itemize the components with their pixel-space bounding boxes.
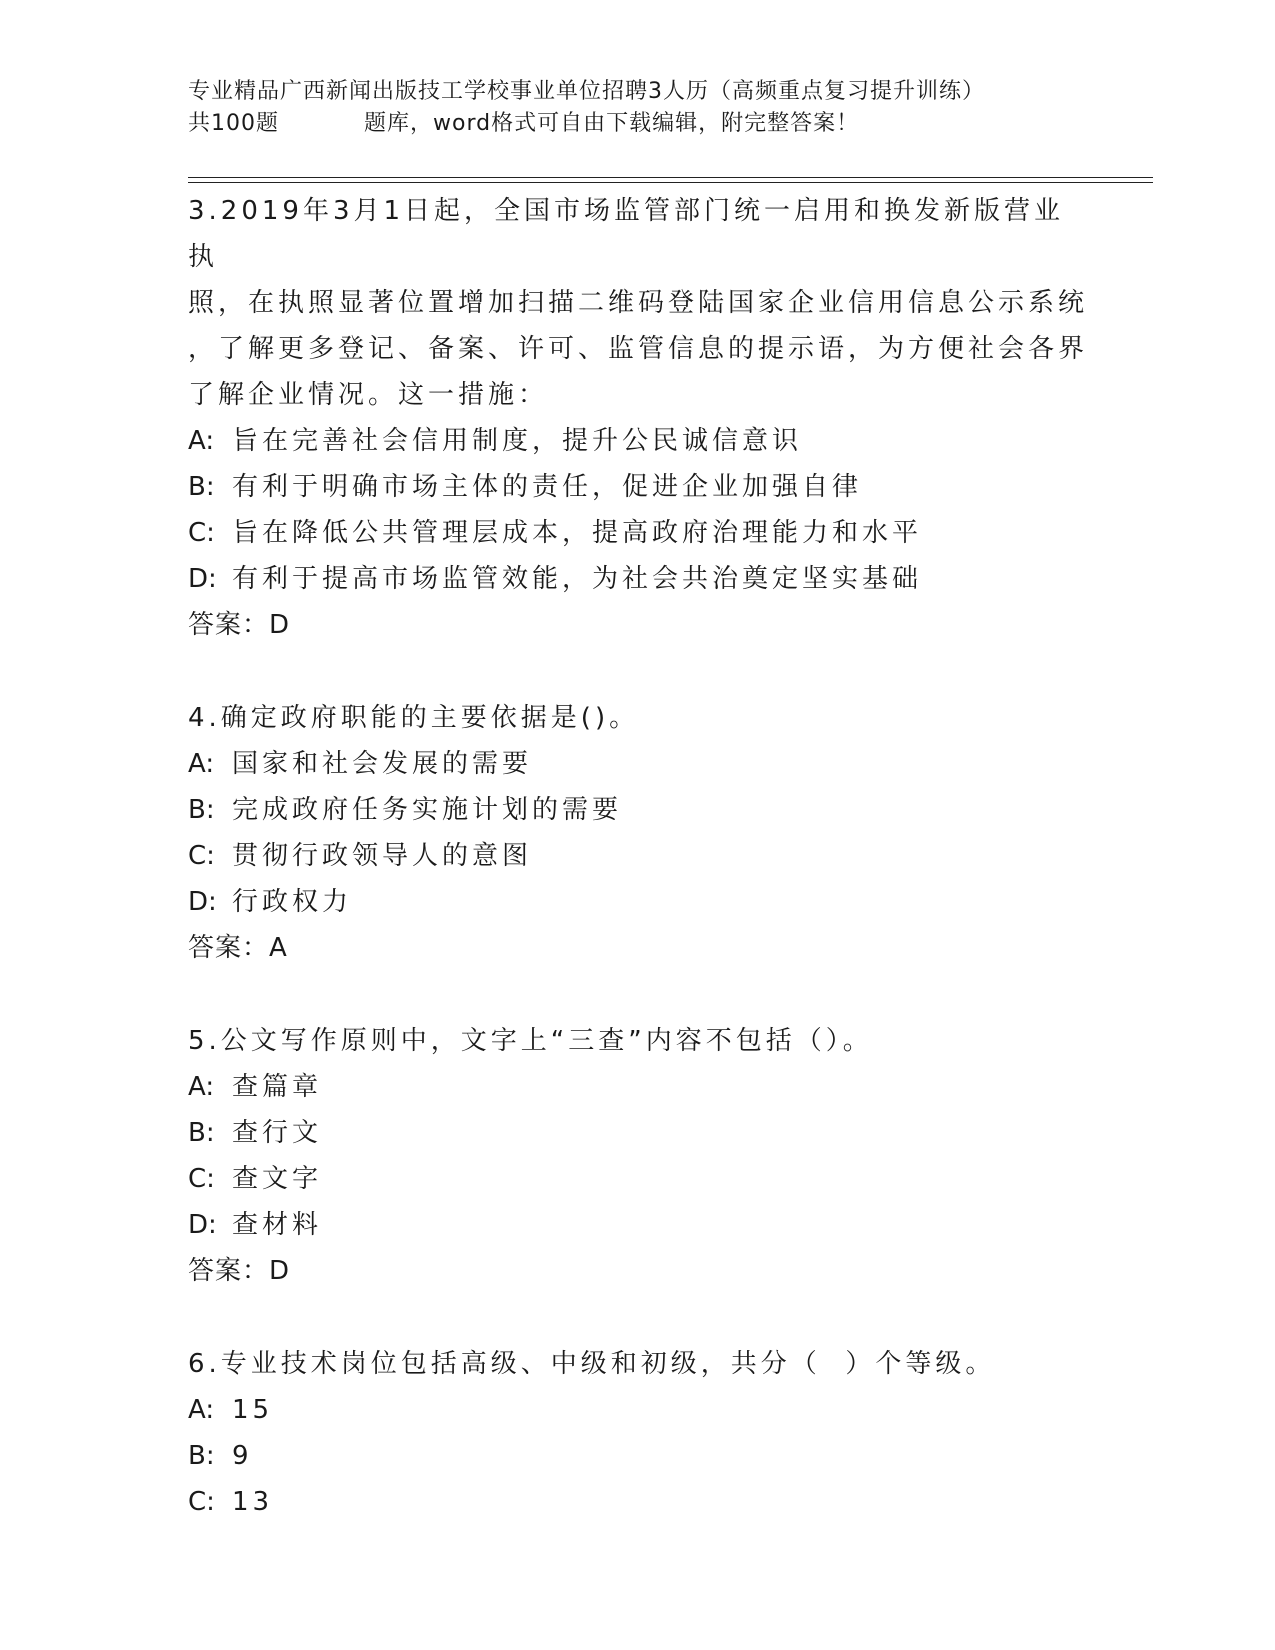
- option-key: A:: [188, 749, 215, 779]
- option-key: B:: [188, 795, 215, 825]
- option-text: 查材料: [232, 1210, 323, 1240]
- option-a: [188, 418, 1088, 464]
- question-stem: 3.2019年3月1日起，全国市场监管部门统一启用和换发新版营业执: [188, 196, 1065, 272]
- question-5: [188, 1018, 1088, 1294]
- option-key: C:: [188, 841, 215, 871]
- option-a: [188, 1064, 1088, 1110]
- option-b: [188, 1433, 1088, 1479]
- answer-line: 答案：D: [188, 610, 291, 640]
- option-b: [188, 787, 1088, 833]
- question-list: [188, 188, 1088, 1572]
- question-6: [188, 1341, 1088, 1525]
- option-text: 行政权力: [232, 887, 353, 917]
- option-key: C:: [188, 1487, 215, 1517]
- option-d: [188, 1202, 1088, 1248]
- option-text: 完成政府任务实施计划的需要: [232, 795, 623, 825]
- answer-line: 答案：A: [188, 933, 288, 963]
- question-3: [188, 188, 1088, 648]
- option-text: 有利于提高市场监管效能，为社会共治奠定坚实基础: [232, 564, 923, 594]
- option-key: B:: [188, 1441, 215, 1471]
- header-title: 专业精品广西新闻出版技工学校事业单位招聘3人历（高频重点复习提升训练）: [188, 79, 985, 104]
- header-description: 题库，word格式可自由下载编辑，附完整答案！: [364, 111, 860, 136]
- question-stem: ，了解更多登记、备案、许可、监管信息的提示语，为方便社会各界: [188, 334, 1089, 364]
- question-stem: 了解企业情况。这一措施：: [188, 380, 549, 410]
- question-count: 共100题: [188, 111, 279, 136]
- option-d: [188, 556, 1088, 602]
- option-key: C:: [188, 518, 215, 548]
- option-text: 13: [232, 1487, 274, 1517]
- question-stem: 5.公文写作原则中，文字上“三查”内容不包括（）。: [188, 1026, 873, 1056]
- option-key: A:: [188, 426, 215, 456]
- option-text: 国家和社会发展的需要: [232, 749, 533, 779]
- header-subtitle: [188, 108, 1068, 140]
- option-d: [188, 879, 1088, 925]
- option-text: 贯彻行政领导人的意图: [232, 841, 533, 871]
- option-key: B:: [188, 1118, 215, 1148]
- option-a: [188, 1387, 1088, 1433]
- header-divider-top: [188, 177, 1153, 178]
- option-text: 查篇章: [232, 1072, 323, 1102]
- option-text: 旨在降低公共管理层成本，提高政府治理能力和水平: [232, 518, 923, 548]
- question-stem: 6.专业技术岗位包括高级、中级和初级，共分（ ）个等级。: [188, 1349, 996, 1379]
- option-key: A:: [188, 1072, 215, 1102]
- option-b: [188, 1110, 1088, 1156]
- option-key: B:: [188, 472, 215, 502]
- document-header: [188, 76, 1068, 140]
- option-key: D:: [188, 887, 217, 917]
- option-text: 有利于明确市场主体的责任，促进企业加强自律: [232, 472, 863, 502]
- option-text: 查行文: [232, 1118, 323, 1148]
- header-divider-bottom: [188, 182, 1153, 183]
- option-c: [188, 833, 1088, 879]
- option-text: 15: [232, 1395, 274, 1425]
- option-c: [188, 1156, 1088, 1202]
- answer-line: 答案：D: [188, 1256, 291, 1286]
- option-text: 查文字: [232, 1164, 323, 1194]
- option-text: 旨在完善社会信用制度，提升公民诚信意识: [232, 426, 803, 456]
- option-c: [188, 1479, 1088, 1525]
- question-stem: 照，在执照显著位置增加扫描二维码登陆国家企业信用信息公示系统: [188, 288, 1089, 318]
- option-text: 9: [232, 1441, 253, 1471]
- question-4: [188, 695, 1088, 971]
- question-stem: 4.确定政府职能的主要依据是()。: [188, 703, 640, 733]
- option-a: [188, 741, 1088, 787]
- option-key: D:: [188, 564, 217, 594]
- option-key: C:: [188, 1164, 215, 1194]
- option-key: D:: [188, 1210, 217, 1240]
- option-b: [188, 464, 1088, 510]
- option-c: [188, 510, 1088, 556]
- option-key: A:: [188, 1395, 215, 1425]
